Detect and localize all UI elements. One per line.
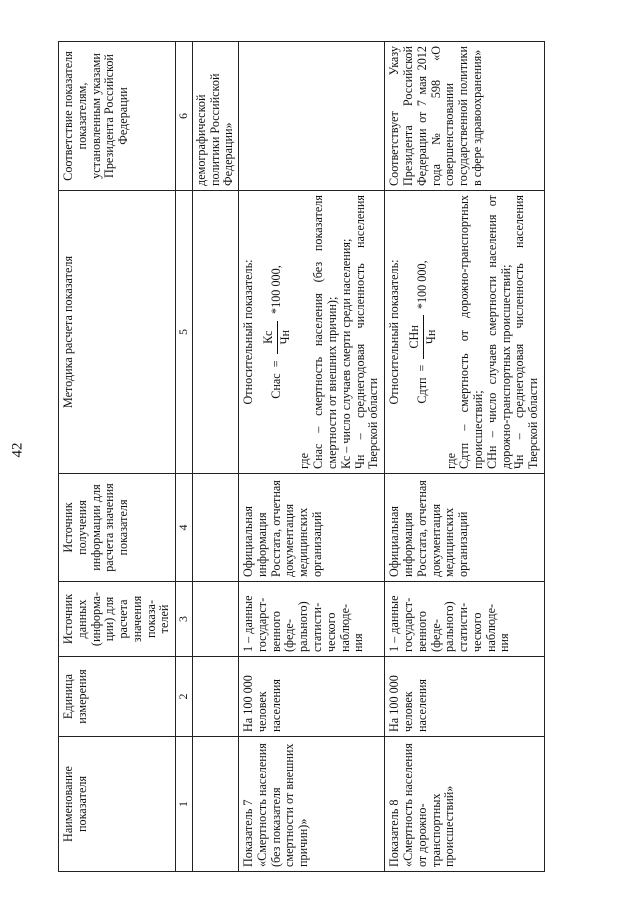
header-data-source: Источник данных (информа-ции) для расчета значения показа-телей (59, 582, 176, 657)
empty-cell (192, 657, 238, 737)
indicator-name: Показатель 8 «Смертность населения от дорожно-транспортных происшествий» (385, 737, 545, 872)
continuation-row (192, 42, 238, 872)
column-number-row (176, 42, 193, 872)
formula-numerator: Кс (262, 321, 278, 354)
column-number: 3 (176, 582, 193, 657)
indicator-info-source: Официальная информация Росстата, отчетная документация медицинских организаций (385, 474, 545, 582)
indicator-unit: На 100 000 человек населения (385, 657, 545, 737)
column-number: 6 (176, 42, 193, 191)
indicator-table (58, 41, 545, 872)
formula-fraction (408, 315, 439, 358)
definition-line: Чн – среднегодовая численность населения Тверской области (512, 195, 541, 469)
indicator-data-source: 1 – данные государст-венного (феде-рального) статисти-ческого наблюде-ния (239, 582, 385, 657)
continuation-text: демографической политики Российской Федерации» (192, 42, 238, 191)
indicator-data-source: 1 – данные государст-венного (феде-рального) статисти-ческого наблюде-ния (385, 582, 545, 657)
formula-fraction (262, 320, 293, 354)
column-number: 1 (176, 737, 193, 872)
formula-equals: = (269, 360, 284, 368)
column-number: 4 (176, 474, 193, 582)
indicator-method (239, 191, 385, 474)
indicator-name: Показатель 7 «Смертность населения (без показателя смертности от внешних причин)» (239, 737, 385, 872)
definition-line: Снас – смертность населения (без показателя смертности от внешних причин); (311, 195, 340, 469)
header-row (59, 42, 176, 872)
column-number: 5 (176, 191, 193, 474)
formula-denominator: Чн (277, 329, 292, 345)
formula (262, 195, 293, 469)
formula-multiplier: *100 000, (269, 265, 284, 314)
empty-cell (192, 191, 238, 474)
header-unit: Единица измерения (59, 657, 176, 737)
definition-line: СНн – число случаев смертности населения от дорожно-транспортных происшествий; (484, 195, 513, 469)
header-info-source: Источник получения информации для расчета значения показателя (59, 474, 176, 582)
formula-multiplier: *100 000, (415, 260, 430, 310)
where-label: где (443, 452, 458, 469)
header-method: Методика расчета показателя (59, 191, 176, 474)
table-row (385, 42, 545, 872)
empty-cell (192, 737, 238, 872)
table-rotation-frame (58, 42, 578, 872)
empty-cell (192, 474, 238, 582)
rotated-table-container (58, 42, 578, 872)
formula-lhs: Сдтп (415, 377, 430, 404)
formula-denominator: Чн (423, 329, 438, 345)
method-intro: Относительный показатель: (387, 259, 402, 405)
header-compliance: Соответствие показателя показателям, установленным указами Президента Российской Федерации (59, 42, 176, 191)
method-intro: Относительный показатель: (241, 259, 256, 405)
formula-numerator: СНн (408, 315, 424, 358)
formula-equals: = (415, 364, 430, 372)
definition-line: Кс – число случаев смерти среди населения; (338, 238, 353, 469)
table-row (239, 42, 385, 872)
definition-line: Сдтп – смертность от дорожно-транспортных происшествий; (457, 195, 486, 469)
indicator-compliance: Соответствует Указу Президента Российской Федерации от 7 мая 2012 года № 598 «О совершенствовании государственной политики в сфере здравоохранения» (385, 42, 545, 191)
empty-cell (192, 582, 238, 657)
column-number: 2 (176, 657, 193, 737)
indicator-compliance (239, 42, 385, 191)
where-label: где (297, 452, 312, 469)
formula (408, 195, 439, 469)
page-number: 42 (9, 442, 26, 458)
formula-lhs: Снас (269, 373, 284, 399)
indicator-info-source: Официальная информация Росстата, отчетная документация медицинских организаций (239, 474, 385, 582)
definition-line: Чн – среднегодовая численность населения Тверской области (352, 195, 381, 469)
indicator-method (385, 191, 545, 474)
header-name: Наименование показателя (59, 737, 176, 872)
indicator-unit: На 100 000 человек населения (239, 657, 385, 737)
